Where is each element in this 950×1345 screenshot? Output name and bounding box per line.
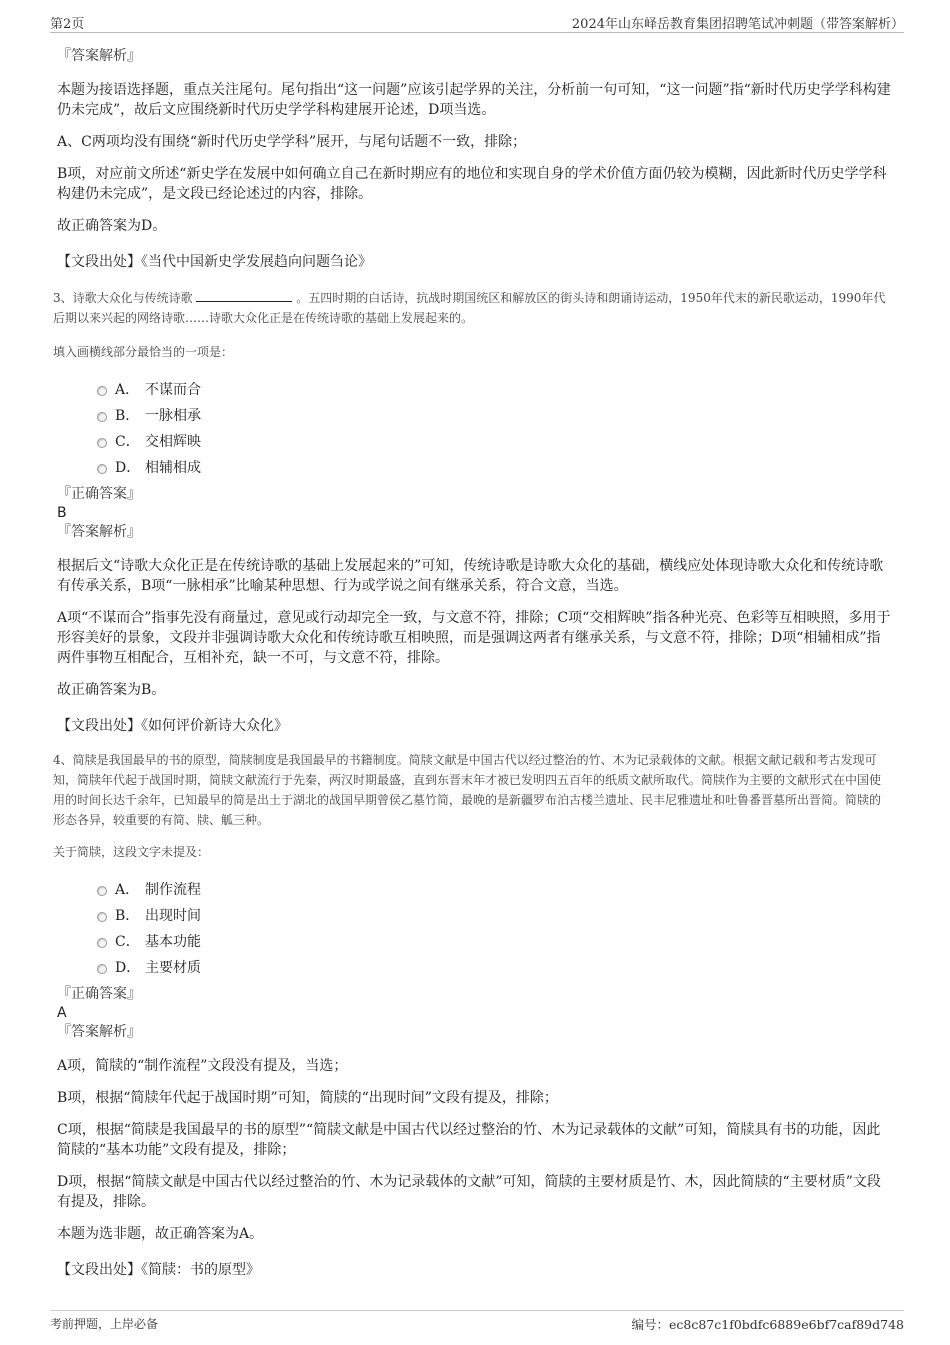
answer-conclusion: 本题为选非题，故正确答案为A。 — [57, 1226, 264, 1242]
radio-button[interactable] — [97, 964, 107, 974]
analysis-paragraph: C项，根据“简牍是我国最早的书的原型”“简牍文献是中国古代以经过整治的竹、木为记录载体的文献”可知，简牍具有书的功能，因此简牍的“基本功能”文段有提及，排除； — [57, 1122, 881, 1158]
analysis-paragraph: A项“不谋而合”指事先没有商量过，意见或行动却完全一致，与文意不符，排除；C项“交相辉映”指各种光亮、色彩等互相映照，多用于形容美好的景象，文段并非强调诗歌大众化和传统诗歌互相映照，而是强调这两者有继承关系，与文意不符，排除；D项“相辅相成”指两件事物互相配合，互相补充，缺一不可，与文意不符，排除。 — [57, 610, 891, 666]
correct-answer-label: 『正确答案』 — [57, 986, 141, 1002]
source-citation: 【文段出处】《如何评价新诗大众化》 — [57, 718, 288, 734]
analysis-paragraph: B项，根据“简牍年代起于战国时期”可知，简牍的“出现时间”文段有提及，排除； — [57, 1090, 558, 1106]
document-content — [53, 46, 892, 1280]
analysis-paragraph: A项，简牍的“制作流程”文段没有提及，当选； — [57, 1058, 348, 1074]
radio-button[interactable] — [97, 938, 107, 948]
correct-answer: B — [57, 505, 67, 521]
analysis-paragraph: D项，根据“简牍文献是中国古代以经过整治的竹、木为记录载体的文献”可知，简牍的主要材质是竹、木，因此简牍的“主要材质”文段有提及，排除。 — [57, 1174, 881, 1210]
page-number: 第2页 — [50, 17, 85, 32]
source-citation: 【文段出处】《简牍：书的原型》 — [57, 1262, 260, 1278]
page-footer — [50, 1310, 904, 1334]
answer-conclusion: 故正确答案为D。 — [57, 218, 167, 234]
radio-button[interactable] — [97, 886, 107, 896]
analysis-paragraph: 根据后文“诗歌大众化正是在传统诗歌的基础上发展起来的”可知，传统诗歌是诗歌大众化的基础，横线应处体现诗歌大众化和传统诗歌有传承关系，B项“一脉相承”比喻某种思想、行为或学说之间有继承关系，符合文意，当选。 — [57, 558, 884, 594]
correct-answer: A — [57, 1005, 67, 1021]
analysis-paragraph: B项，对应前文所述“新史学在发展中如何确立自己在新时期应有的地位和实现自身的学术价值方面仍较为模糊，因此新时代历史学学科构建仍未完成”，是文段已经论述过的内容，排除。 — [57, 166, 887, 202]
question-3-stem — [53, 288, 892, 328]
question-4-prompt: 关于简牍，这段文字未提及： — [53, 845, 210, 859]
page-header — [50, 13, 904, 33]
analysis-paragraph: A、C两项均没有围绕“新时代历史学学科”展开，与尾句话题不一致，排除； — [57, 134, 527, 150]
document-code: 编号：ec8c87c1f0bdfc6889e6bf7caf89d748 — [631, 1317, 904, 1332]
option-c[interactable]: C． 交相辉映 — [97, 428, 892, 454]
question-3-options — [97, 376, 892, 480]
option-a[interactable]: A． 不谋而合 — [97, 376, 892, 402]
answer-conclusion: 故正确答案为B。 — [57, 682, 166, 698]
radio-button[interactable] — [97, 386, 107, 396]
source-citation: 【文段出处】《当代中国新史学发展趋向问题刍论》 — [57, 254, 372, 270]
analysis-label: 『答案解析』 — [57, 48, 141, 64]
question-4-stem: 4、简牍是我国最早的书的原型，简牍制度是我国最早的书籍制度。简牍文献是中国古代以经过整治的竹、木为记录载体的文献。根据文献记载和考古发现可知，简牍年代起于战国时期，简牍文献流行于先秦，两汉时期最盛，直到东晋末年才被已发明四五百年的纸质文献所取代。简牍作为主要的文献形式在中国使用的时间长达千余年，已知最早的简是出土于湖北的战国早期曾侯乙墓竹简，最晚的是新疆罗布泊古楼兰遗址、民丰尼雅遗址和吐鲁番晋墓所出晋简。简牍的形态各异，较重要的有简、牍、觚三种。 — [53, 753, 882, 827]
option-d[interactable]: D． 相辅相成 — [97, 454, 892, 480]
footer-slogan: 考前押题，上岸必备 — [50, 1317, 159, 1331]
radio-button[interactable] — [97, 412, 107, 422]
fill-blank-line — [196, 290, 292, 302]
analysis-label: 『答案解析』 — [57, 1024, 141, 1040]
option-b[interactable]: B． 出现时间 — [97, 902, 892, 928]
question-3-stem-end: 。五四时期的白话诗，抗战时期国统区和解放区的街头诗和朗诵诗运动，1950年代末的新民歌运动，1990年代后期以来兴起的网络诗歌……诗歌大众化正是在传统诗歌的基础上发展起来的。 — [53, 291, 886, 325]
analysis-label: 『答案解析』 — [57, 524, 141, 540]
option-b[interactable]: B． 一脉相承 — [97, 402, 892, 428]
correct-answer-label: 『正确答案』 — [57, 486, 141, 502]
question-3-stem-start: 3、诗歌大众化与传统诗歌 — [53, 291, 193, 305]
question-4-options — [97, 876, 892, 980]
radio-button[interactable] — [97, 464, 107, 474]
option-a[interactable]: A． 制作流程 — [97, 876, 892, 902]
option-d[interactable]: D． 主要材质 — [97, 954, 892, 980]
option-c[interactable]: C． 基本功能 — [97, 928, 892, 954]
analysis-paragraph: 本题为接语选择题，重点关注尾句。尾句指出“这一问题”应该引起学界的关注，分析前一句可知，“这一问题”指“新时代历史学学科构建仍未完成”，故后文应围绕新时代历史学学科构建展开论述，D项当选。 — [57, 82, 891, 118]
document-title: 2024年山东峄岳教育集团招聘笔试冲刺题（带答案解析） — [571, 17, 904, 32]
radio-button[interactable] — [97, 912, 107, 922]
question-3-prompt: 填入画横线部分最恰当的一项是： — [53, 345, 234, 359]
radio-button[interactable] — [97, 438, 107, 448]
